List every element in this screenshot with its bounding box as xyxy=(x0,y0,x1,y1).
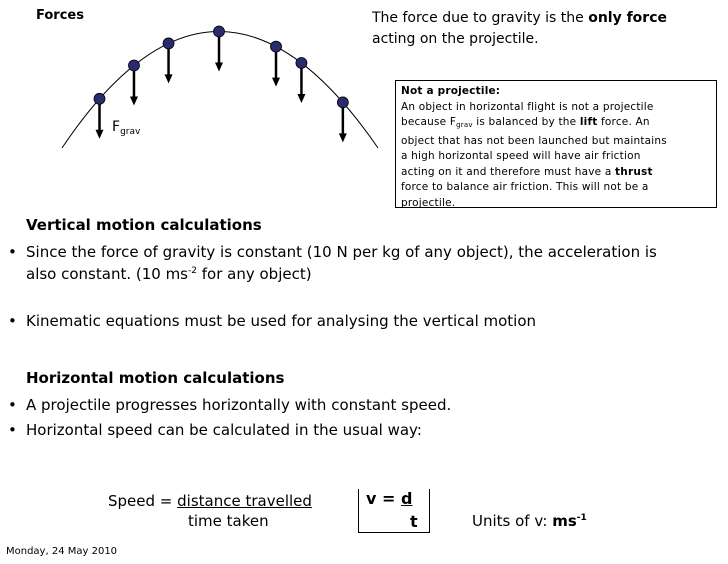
projectile-point xyxy=(128,60,139,71)
np-line3: object that has not been launched but maintains xyxy=(401,134,667,147)
gravity-note xyxy=(372,8,724,50)
vertical-bullet-2-text: Kinematic equations must be used for analysing the vertical motion xyxy=(26,312,537,330)
bullet-dot: • xyxy=(8,243,17,261)
vertical-bullet-1-line1: Since the force of gravity is constant (10 N per kg of any object), the acceleration is xyxy=(26,243,657,261)
vertical-bullet-1-line2b: for any object) xyxy=(196,265,312,283)
projectile-point xyxy=(163,38,174,49)
horizontal-bullet-1-text: A projectile progresses horizontally with constant speed. xyxy=(26,396,452,414)
speed-numerator: distance travelled xyxy=(177,492,312,510)
arrow-head xyxy=(297,94,305,103)
np-line5-bold: thrust xyxy=(615,165,653,178)
gravity-note-text: The force due to gravity is the xyxy=(372,10,589,26)
np-line2c: force. An xyxy=(597,116,650,128)
speed-label: Speed = xyxy=(108,492,178,510)
projectile-point xyxy=(214,26,225,37)
np-line6: force to balance air friction. This will not be a xyxy=(401,181,649,193)
projectile-point xyxy=(94,93,105,104)
force-label xyxy=(112,119,140,137)
v-d: d xyxy=(400,489,413,508)
bullet-dot: • xyxy=(8,396,17,414)
projectile-point xyxy=(271,41,282,52)
not-projectile-title: Not a projectile: xyxy=(401,85,501,97)
np-line4: a high horizontal speed will have air friction xyxy=(401,150,641,162)
np-line2-sub: grav xyxy=(456,121,473,129)
arrow-head xyxy=(272,78,280,87)
page-title: Forces xyxy=(36,8,84,23)
vertical-bullet-1-sup: -2 xyxy=(188,266,197,276)
arrow-head xyxy=(130,96,138,105)
speed-formula xyxy=(108,492,312,510)
not-projectile-box xyxy=(395,80,717,208)
force-label-main: F xyxy=(112,119,121,135)
np-line1: An object in horizontal flight is not a projectile xyxy=(401,100,654,113)
horizontal-bullet-2 xyxy=(8,419,726,441)
footer-date: Monday, 24 May 2010 xyxy=(6,546,118,557)
vertical-bullet-1 xyxy=(8,241,726,285)
projectile-point xyxy=(296,58,307,69)
vertical-heading: Vertical motion calculations xyxy=(26,216,262,234)
gravity-note-bold: only force xyxy=(588,10,667,26)
np-line7: projectile. xyxy=(401,196,456,209)
vertical-bullet-2 xyxy=(8,310,726,332)
arrow-head xyxy=(215,63,223,72)
v-formula-t: t xyxy=(410,512,418,531)
arrow-head xyxy=(95,130,103,139)
v-eq: v = xyxy=(366,489,401,508)
np-line2-bold: lift xyxy=(579,116,598,128)
v-formula-top xyxy=(366,489,412,508)
units-label: Units of v: xyxy=(472,512,553,530)
np-line2a: because F xyxy=(401,116,457,128)
np-line2b: is balanced by the xyxy=(472,116,580,128)
bullet-dot: • xyxy=(8,312,17,330)
units-sup: -1 xyxy=(576,513,587,523)
speed-denominator: time taken xyxy=(188,512,269,530)
units-value: ms xyxy=(552,512,577,530)
gravity-note-line2: acting on the projectile. xyxy=(372,31,539,47)
np-line5a: acting on it and therefore must have a xyxy=(401,165,616,178)
projectile-point xyxy=(337,97,348,108)
arrow-head xyxy=(339,133,347,142)
units-text xyxy=(472,512,587,530)
arrow-head xyxy=(165,74,173,83)
vertical-bullet-1-line2a: also constant. (10 ms xyxy=(26,265,188,283)
horizontal-bullet-2-text: Horizontal speed can be calculated in the usual way: xyxy=(26,421,422,439)
force-label-sub: grav xyxy=(120,127,141,137)
horizontal-heading: Horizontal motion calculations xyxy=(26,369,285,387)
horizontal-bullet-1 xyxy=(8,394,726,416)
bullet-dot: • xyxy=(8,421,17,439)
